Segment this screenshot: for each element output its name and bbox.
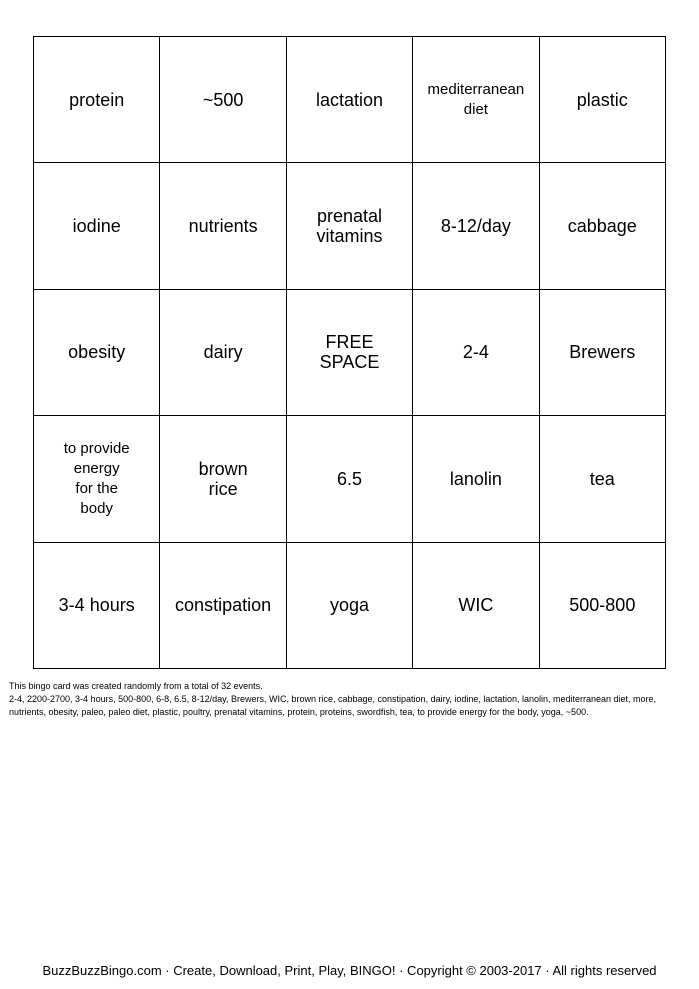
bingo-cell: protein <box>34 37 160 163</box>
notes-event-list: 2-4, 2200-2700, 3-4 hours, 500-800, 6-8, 6.5, 8-12/day, Brewers, WIC, brown rice, cabbage, constipation, dairy, iodine, lactation, lanolin, mediterranean diet, more, nutrients, obesity, paleo, paleo diet, plastic, poultry, prenatal vitamins, protein, proteins, swordfish, tea, to provide energy for the body, yoga, ~500. <box>9 694 657 717</box>
page-footer: BuzzBuzzBingo.com · Create, Download, Print, Play, BINGO! · Copyright © 2003-2017 · All rights reserved <box>42 963 657 978</box>
bingo-cell: lactation <box>287 37 413 163</box>
bingo-cell: tea <box>540 416 666 542</box>
bingo-cell: prenatal vitamins <box>287 163 413 289</box>
card-notes <box>9 680 693 719</box>
bingo-cell: 8-12/day <box>413 163 539 289</box>
bingo-cell: dairy <box>160 290 286 416</box>
bingo-cell: constipation <box>160 543 286 669</box>
bingo-cell: 500-800 <box>540 543 666 669</box>
bingo-cell: lanolin <box>413 416 539 542</box>
bingo-cell: cabbage <box>540 163 666 289</box>
bingo-cell: iodine <box>34 163 160 289</box>
bingo-cell: 2-4 <box>413 290 539 416</box>
bingo-cell: 3-4 hours <box>34 543 160 669</box>
notes-intro: This bingo card was created randomly from a total of 32 events. <box>9 681 263 691</box>
bingo-cell: obesity <box>34 290 160 416</box>
bingo-cell: 6.5 <box>287 416 413 542</box>
bingo-cell: mediterranean diet <box>413 37 539 163</box>
bingo-cell: to provide energy for the body <box>34 416 160 542</box>
bingo-cell: brown rice <box>160 416 286 542</box>
bingo-cell: nutrients <box>160 163 286 289</box>
bingo-cell: ~500 <box>160 37 286 163</box>
bingo-cell: yoga <box>287 543 413 669</box>
bingo-cell: Brewers <box>540 290 666 416</box>
bingo-cell: WIC <box>413 543 539 669</box>
free-space-cell: FREE SPACE <box>287 290 413 416</box>
bingo-cell: plastic <box>540 37 666 163</box>
bingo-card <box>33 36 666 669</box>
